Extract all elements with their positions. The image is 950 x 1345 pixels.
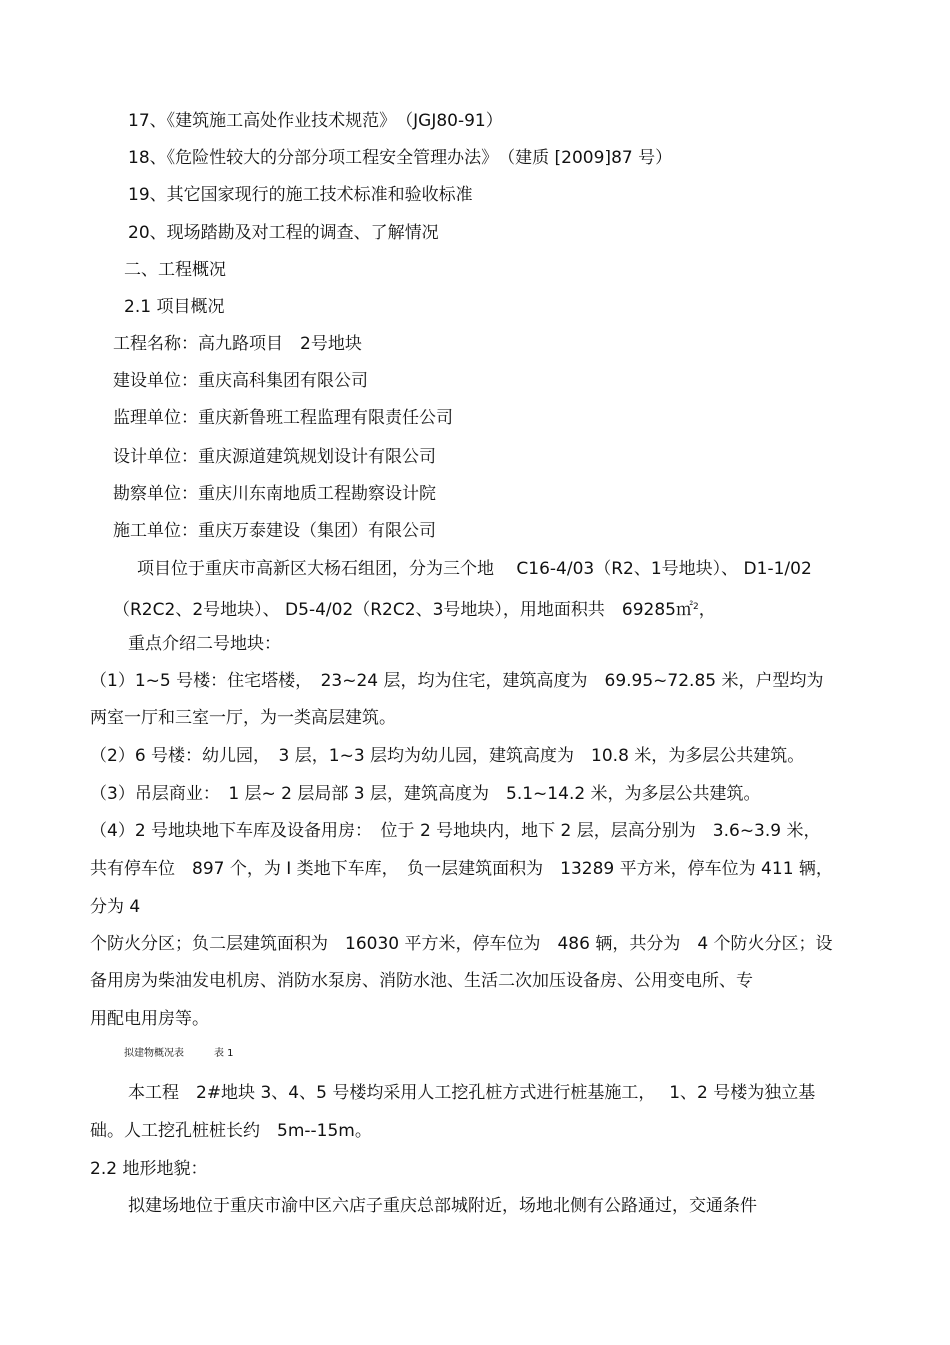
info-line: 设计单位：重庆源道建筑规划设计有限公司 xyxy=(113,447,436,467)
reference-item: 20、现场踏勘及对工程的调查、了解情况 xyxy=(128,223,439,243)
building-item-line: 用配电用房等。 xyxy=(90,1009,209,1029)
building-item-line: （4）2 号地块地下车库及设备用房： 位于 2 号地块内，地下 2 层，层高分别为 3.6~3.9 米， xyxy=(90,821,821,841)
terrain-paragraph-line: 拟建场地位于重庆市渝中区六店子重庆总部城附近，场地北侧有公路通过，交通条件 xyxy=(128,1196,757,1216)
focus-heading: 重点介绍二号地块： xyxy=(128,634,281,654)
building-item-line: 共有停车位 897 个，为 Ⅰ 类地下车库， 负一层建筑面积为 13289 平方米，停车位为 411 辆， xyxy=(90,859,833,879)
building-item-line: 分为 4 xyxy=(90,897,141,917)
building-item-line: 两室一厅和三室一厅，为一类高层建筑。 xyxy=(90,708,396,728)
info-line: 监理单位：重庆新鲁班工程监理有限责任公司 xyxy=(113,408,453,428)
building-item-line: （1）1~5 号楼：住宅塔楼， 23~24 层，均为住宅，建筑高度为 69.95~72.85 米，户型均为 xyxy=(90,671,824,691)
subsection-heading: 2.1 项目概况 xyxy=(124,297,225,317)
building-item-line: （2）6 号楼：幼儿园， 3 层，1~3 层均为幼儿园，建筑高度为 10.8 米，为多层公共建筑。 xyxy=(90,746,805,766)
building-item-line: 备用房为柴油发电机房、消防水泵房、消防水池、生活二次加压设备房、公用变电所、专 xyxy=(90,971,753,991)
reference-item: 18、《危险性较大的分部分项工程安全管理办法》 （建质 [2009]87 号） xyxy=(128,148,673,168)
reference-item: 17、《建筑施工高处作业技术规范》 （JGJ80-91） xyxy=(128,111,503,131)
building-item-line: （3）吊层商业： 1 层~ 2 层局部 3 层，建筑高度为 5.1~14.2 米，为多层公共建筑。 xyxy=(90,784,761,804)
subsection-heading: 2.2 地形地貌： xyxy=(90,1159,208,1179)
intro-paragraph-line: （R2C2、2号地块）、 D5-4/02（R2C2、3号地块），用地面积共 69285㎡$^2$， xyxy=(113,600,716,620)
info-line: 施工单位：重庆万泰建设（集团）有限公司 xyxy=(113,521,436,541)
pile-paragraph-line: 本工程 2#地块 3、4、5 号楼均采用人工挖孔桩方式进行桩基施工， 1、2 号楼为独立基 xyxy=(128,1083,816,1103)
info-line: 勘察单位：重庆川东南地质工程勘察设计院 xyxy=(113,484,436,504)
info-line: 工程名称：高九路项目 2号地块 xyxy=(113,334,362,354)
intro-paragraph-line: 项目位于重庆市高新区大杨石组团，分为三个地 C16-4/03（R2、1号地块）、 D1-1/02 xyxy=(137,559,812,579)
building-item-line: 个防火分区；负二层建筑面积为 16030 平方米，停车位为 486 辆，共分为 4 个防火分区；设 xyxy=(90,934,833,954)
pile-paragraph-line: 础。人工挖孔桩桩长约 5m--15m。 xyxy=(90,1121,372,1141)
section-heading: 二、工程概况 xyxy=(124,260,226,280)
info-line: 建设单位：重庆高科集团有限公司 xyxy=(113,371,368,391)
table-caption: 拟建物概况表 表 1 xyxy=(124,1048,234,1059)
reference-item: 19、其它国家现行的施工技术标准和验收标准 xyxy=(128,185,473,205)
